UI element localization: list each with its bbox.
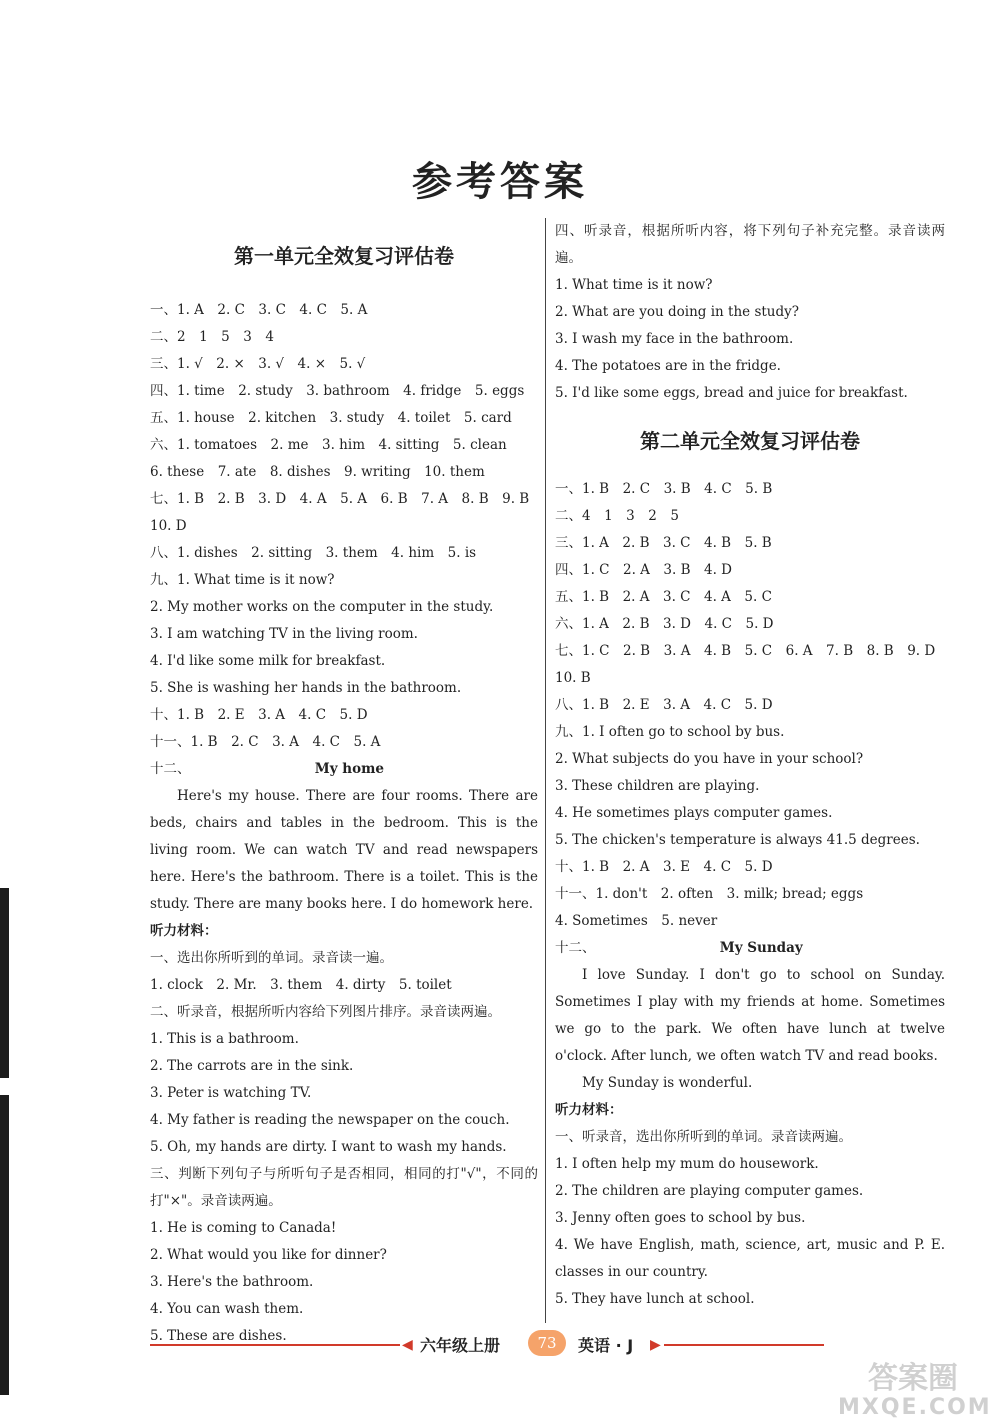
essay-text: I love Sunday. I don't go to school on Sunday. Sometimes I play with my friends at home. Sometimes we go to the park. We often have lunch at twelve o'clock. After lunch, we often watch TV and read books. <box>555 967 945 1064</box>
answer-line: 二、2 1 5 3 4 <box>150 329 274 345</box>
answer-line: 5. The chicken's temperature is always 41.5 degrees. <box>555 832 920 848</box>
footer-rule-left <box>150 1344 400 1346</box>
essay-label: 十二、 <box>555 940 596 956</box>
unit1-answers <box>150 297 538 756</box>
essay-heading <box>555 935 945 962</box>
essay-heading <box>150 756 538 783</box>
answer-line: 十一、1. B 2. C 3. A 4. C 5. A <box>150 734 381 750</box>
answer-line: 五、1. house 2. kitchen 3. study 4. toilet 5. card <box>150 410 512 426</box>
essay-title: My Sunday <box>719 940 803 956</box>
listening-line: 一、选出你所听到的单词。录音读一遍。 <box>150 950 393 966</box>
answer-line: 2. My mother works on the computer in the study. <box>150 599 494 615</box>
unit2-answers <box>555 476 945 935</box>
essay-label: 十二、 <box>150 761 191 777</box>
site-watermark <box>838 1361 992 1422</box>
listening-line: 4. The potatoes are in the fridge. <box>555 358 781 374</box>
watermark-logo-text: 答案圈 <box>868 1361 958 1396</box>
listening-line: 1. clock 2. Mr. 3. them 4. dirty 5. toilet <box>150 977 452 993</box>
answer-line: 4. Sometimes 5. never <box>555 913 718 929</box>
answer-line: 六、1. tomatoes 2. me 3. him 4. sitting 5. clean <box>150 437 507 453</box>
footer-rule-right <box>664 1344 824 1346</box>
listening-line: 3. I wash my face in the bathroom. <box>555 331 794 347</box>
answer-line: 五、1. B 2. A 3. C 4. A 5. C <box>555 589 772 605</box>
listening-line: 2. The carrots are in the sink. <box>150 1058 354 1074</box>
answer-line: 六、1. A 2. B 3. D 4. C 5. D <box>555 616 774 632</box>
answer-line: 10. B <box>555 670 591 686</box>
answer-line: 九、1. I often go to school by bus. <box>555 724 785 740</box>
answer-line: 四、1. C 2. A 3. B 4. D <box>555 562 733 578</box>
answer-line: 十、1. B 2. A 3. E 4. C 5. D <box>555 859 773 875</box>
listening-heading: 听力材料： <box>150 923 218 939</box>
binding-edge-lower <box>0 1095 9 1395</box>
unit2-section-title: 第二单元全效复习评估卷 <box>640 429 860 453</box>
binding-edge-upper <box>0 888 9 1078</box>
answer-line: 5. She is washing her hands in the bathroom. <box>150 680 462 696</box>
footer-grade: 六年级上册 <box>420 1336 501 1355</box>
answer-line: 2. What subjects do you have in your school? <box>555 751 864 767</box>
answer-line: 九、1. What time is it now? <box>150 572 335 588</box>
answer-line: 十、1. B 2. E 3. A 4. C 5. D <box>150 707 368 723</box>
listening-line: 2. What are you doing in the study? <box>555 304 800 320</box>
answer-line: 八、1. B 2. E 3. A 4. C 5. D <box>555 697 773 713</box>
listening-line: 2. What would you like for dinner? <box>150 1247 387 1263</box>
answer-line: 4. He sometimes plays computer games. <box>555 805 833 821</box>
listening-line: 1. I often help my mum do housework. <box>555 1156 819 1172</box>
listening-line: 一、听录音，选出你所听到的单词。录音读两遍。 <box>555 1129 852 1145</box>
part4-sentences <box>555 272 945 407</box>
answer-line: 七、1. B 2. B 3. D 4. A 5. A 6. B 7. A 8. B 9. B <box>150 491 530 507</box>
answer-line: 七、1. C 2. B 3. A 4. B 5. C 6. A 7. B 8. B 9. D <box>555 643 936 659</box>
footer-subject: 英语 · J <box>578 1336 634 1355</box>
page-footer <box>150 1330 940 1360</box>
listening-line: 4. We have English, math, science, art, music and P. E. classes in our country. <box>555 1237 945 1280</box>
listening-line: 3. Here's the bathroom. <box>150 1274 314 1290</box>
answer-line: 八、1. dishes 2. sitting 3. them 4. him 5. is <box>150 545 477 561</box>
answer-line: 三、1. A 2. B 3. C 4. B 5. B <box>555 535 772 551</box>
column-divider <box>545 218 546 1323</box>
listening-line: 5. Oh, my hands are dirty. I want to wash my hands. <box>150 1139 507 1155</box>
listening-material <box>555 1124 945 1313</box>
listening-line: 5. I'd like some eggs, bread and juice for breakfast. <box>555 385 908 401</box>
listening-material <box>150 945 538 1161</box>
page-title: 参考答案 <box>412 159 588 205</box>
answer-line: 3. These children are playing. <box>555 778 760 794</box>
listening-line: 4. You can wash them. <box>150 1301 304 1317</box>
answer-line: 一、1. A 2. C 3. C 4. C 5. A <box>150 302 368 318</box>
essay-text: Here's my house. There are four rooms. There are beds, chairs and tables in the bedroom. This is the living room. We can watch TV and read newspapers here. Here's the bathroom. There is a toilet. This is the study. There are many books here. I do homework here. <box>150 788 538 912</box>
answer-line: 二、4 1 3 2 5 <box>555 508 679 524</box>
answer-line: 一、1. B 2. C 3. B 4. C 5. B <box>555 481 773 497</box>
listening-line: 5. These are dishes. <box>150 1328 287 1344</box>
listening-line: 3. Jenny often goes to school by bus. <box>555 1210 806 1226</box>
listening-line: 1. What time is it now? <box>555 277 713 293</box>
listening-heading: 听力材料： <box>555 1102 623 1118</box>
listening-line: 5. They have lunch at school. <box>555 1291 755 1307</box>
part3-instruction: 三、判断下列句子与所听句子是否相同，相同的打"√"，不同的打"×"。录音读两遍。 <box>150 1166 538 1209</box>
listening-line: 二、听录音，根据所听内容给下列图片排序。录音读两遍。 <box>150 1004 501 1020</box>
right-column <box>555 218 945 1313</box>
listening-line: 1. This is a bathroom. <box>150 1031 299 1047</box>
page-number-badge: 73 <box>528 1330 566 1356</box>
answer-line: 四、1. time 2. study 3. bathroom 4. fridge 5. eggs <box>150 383 525 399</box>
watermark-domain: MXQE.COM <box>838 1395 992 1420</box>
arrow-left-icon: ◀ <box>402 1337 413 1353</box>
arrow-right-icon: ▶ <box>650 1337 661 1353</box>
listening-line: 2. The children are playing computer games. <box>555 1183 864 1199</box>
essay-closing: My Sunday is wonderful. <box>582 1075 753 1091</box>
answer-line: 10. D <box>150 518 187 534</box>
part4-instruction: 四、听录音，根据所听内容，将下列句子补充完整。录音读两遍。 <box>555 223 945 266</box>
answer-line: 6. these 7. ate 8. dishes 9. writing 10. them <box>150 464 485 480</box>
answer-line: 4. I'd like some milk for breakfast. <box>150 653 386 669</box>
essay-title: My home <box>314 761 384 777</box>
answer-line: 十一、1. don't 2. often 3. milk; bread; eggs <box>555 886 864 902</box>
listening-line: 4. My father is reading the newspaper on the couch. <box>150 1112 510 1128</box>
listening-line: 1. He is coming to Canada! <box>150 1220 337 1236</box>
answer-line: 三、1. √ 2. × 3. √ 4. × 5. √ <box>150 356 366 372</box>
left-column <box>150 218 538 1350</box>
answer-line: 3. I am watching TV in the living room. <box>150 626 418 642</box>
listening-line: 3. Peter is watching TV. <box>150 1085 312 1101</box>
unit1-section-title: 第一单元全效复习评估卷 <box>234 244 454 268</box>
